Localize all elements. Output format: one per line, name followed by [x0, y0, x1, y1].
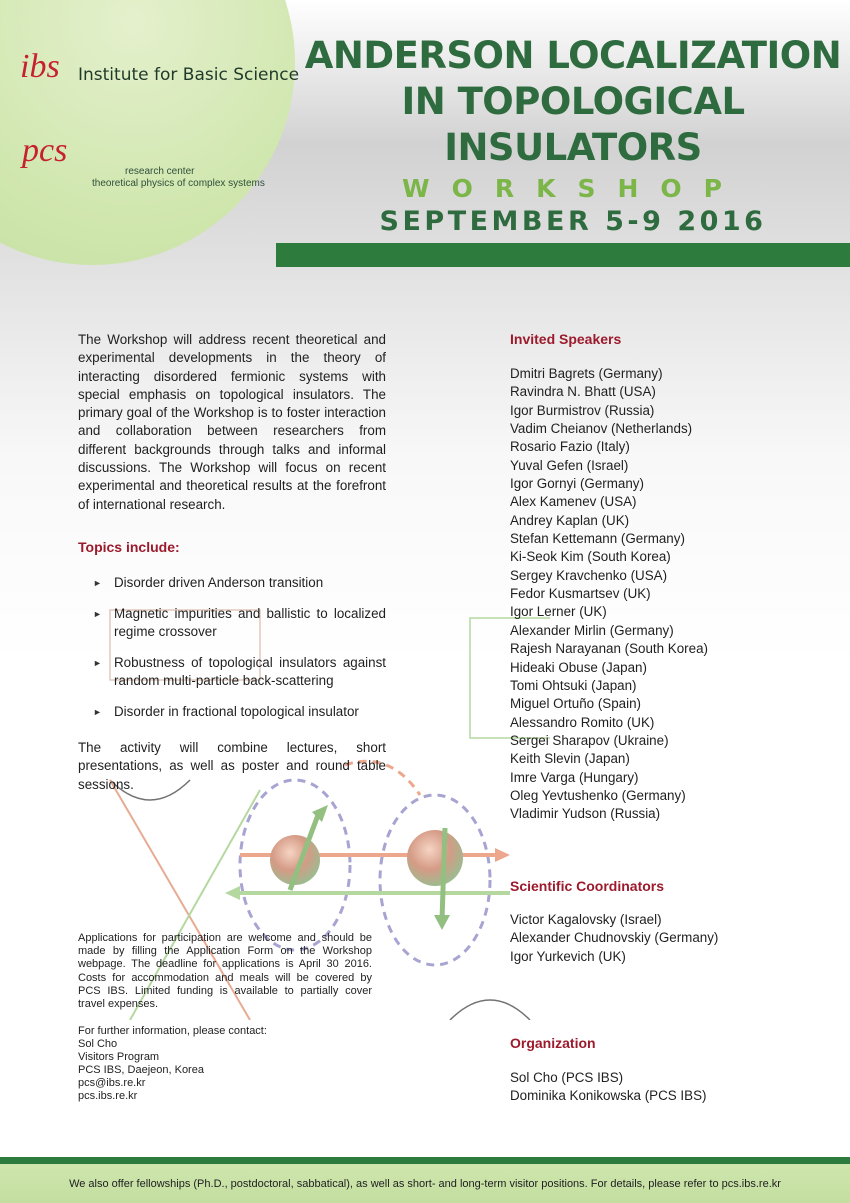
contact-website[interactable]: pcs.ibs.re.kr [78, 1090, 138, 1102]
speakers-list [510, 365, 708, 824]
topic-item: Magnetic impurities and ballistic to localized regime crossover [114, 606, 386, 640]
coordinator-item: Igor Yurkevich (UK) [510, 948, 626, 964]
pcs-logo: pcs [22, 132, 68, 169]
speaker-item: Vadim Cheianov (Netherlands) [510, 421, 693, 437]
speaker-item: Tomi Ohtsuki (Japan) [510, 677, 637, 693]
topic-item: Robustness of topological insulators against random multi-particle back-scattering [114, 655, 386, 689]
footer-text: We also offer fellowships (Ph.D., postdoctoral, sabbatical), as well as short- and long-term visitor positions. For details, please refer to pcs.ibs.re.kr [69, 1178, 781, 1190]
activity-paragraph: The activity will combine lectures, short presentations, as well as poster and round table sessions. [78, 740, 386, 792]
coordinator-item: Victor Kagalovsky (Israel) [510, 912, 662, 927]
coordinators-heading: Scientific Coordinators [510, 878, 665, 894]
organizer-item: Sol Cho (PCS IBS) [510, 1070, 624, 1085]
contact-email[interactable]: pcs@ibs.re.kr [78, 1077, 146, 1089]
coordinator-item: Alexander Chudnovskiy (Germany) [510, 930, 719, 946]
coordinators-list [510, 911, 718, 966]
speaker-item: Vladimir Yudson (Russia) [510, 806, 661, 822]
speaker-item: Igor Burmistrov (Russia) [510, 402, 655, 418]
speaker-item: Sergey Kravchenko (USA) [510, 567, 668, 583]
speaker-item: Keith Slevin (Japan) [510, 751, 630, 767]
workshop-label: WORKSHOP [402, 174, 744, 203]
header-divider-bar [276, 243, 850, 267]
speaker-item: Dmitri Bagrets (Germany) [510, 366, 663, 381]
applications-paragraph: Applications for participation are welcome and should be made by filling the Application Form on the Workshop webpage. The deadline for applications is April 30 2016. Costs for accommodation and meals will be covered by PCS IBS. Limited funding is available to partially cover travel expenses. [78, 932, 372, 1011]
speaker-item: Sergei Sharapov (Ukraine) [510, 732, 669, 748]
contact-intro: For further information, please contact: [78, 1025, 267, 1037]
speaker-item: Alex Kamenev (USA) [510, 494, 637, 510]
organization-heading: Organization [510, 1035, 596, 1051]
speaker-item: Igor Lerner (UK) [510, 604, 607, 620]
speaker-item: Oleg Yevtushenko (Germany) [510, 787, 686, 803]
speaker-item: Imre Varga (Hungary) [510, 769, 639, 785]
contact-name: Sol Cho [78, 1038, 118, 1050]
speaker-item: Rajesh Narayanan (South Korea) [510, 641, 708, 657]
speaker-item: Igor Gornyi (Germany) [510, 476, 644, 492]
ibs-logo: ibs [20, 48, 60, 85]
speaker-item: Yuval Gefen (Israel) [510, 457, 629, 473]
topics-heading: Topics include: [78, 539, 180, 555]
topic-item: Disorder in fractional topological insulator [114, 704, 359, 719]
organization-list [510, 1069, 706, 1106]
ibs-institute-name: Institute for Basic Science [78, 65, 300, 85]
speaker-item: Andrey Kaplan (UK) [510, 512, 630, 528]
bullet-icon: ► [93, 609, 102, 619]
speaker-item: Ki-Seok Kim (South Korea) [510, 549, 671, 565]
pcs-subtitle-line1: research center [125, 166, 195, 177]
title-line-2: IN TOPOLOGICAL [401, 80, 745, 123]
organizer-item: Dominika Konikowska (PCS IBS) [510, 1088, 707, 1104]
title-line-1: ANDERSON LOCALIZATION [304, 34, 842, 77]
contact-program: Visitors Program [78, 1051, 160, 1063]
intro-paragraph: The Workshop will address recent theoretical and experimental developments in the theory of interacting disordered fermionic systems with special emphasis on topological insulators. The primary goal of the Workshop is to foster interaction and collaboration between researchers from different backgrounds through talks and informal discussions. The Workshop will focus on recent experimental and theoretical results at the forefront of international research. [78, 332, 386, 512]
speaker-item: Alexander Mirlin (Germany) [510, 622, 674, 638]
footer-divider-bar [0, 1157, 850, 1164]
bullet-icon: ► [93, 578, 102, 588]
pcs-subtitle-line2: theoretical physics of complex systems [92, 178, 265, 189]
speaker-item: Alessandro Romito (UK) [510, 714, 655, 730]
speaker-item: Hideaki Obuse (Japan) [510, 659, 647, 675]
speaker-item: Stefan Kettemann (Germany) [510, 531, 685, 547]
speaker-item: Rosario Fazio (Italy) [510, 439, 630, 455]
speaker-item: Miguel Ortuño (Spain) [510, 696, 641, 712]
speaker-item: Ravindra N. Bhatt (USA) [510, 384, 656, 400]
title-line-3: INSULATORS [444, 126, 702, 169]
workshop-dates: SEPTEMBER 5-9 2016 [379, 206, 767, 237]
bullet-icon: ► [93, 707, 102, 717]
contact-place: PCS IBS, Daejeon, Korea [78, 1064, 204, 1076]
topic-item: Disorder driven Anderson transition [114, 575, 324, 590]
bullet-icon: ► [93, 658, 102, 668]
speakers-heading: Invited Speakers [510, 331, 622, 347]
speaker-item: Fedor Kusmartsev (UK) [510, 586, 651, 602]
